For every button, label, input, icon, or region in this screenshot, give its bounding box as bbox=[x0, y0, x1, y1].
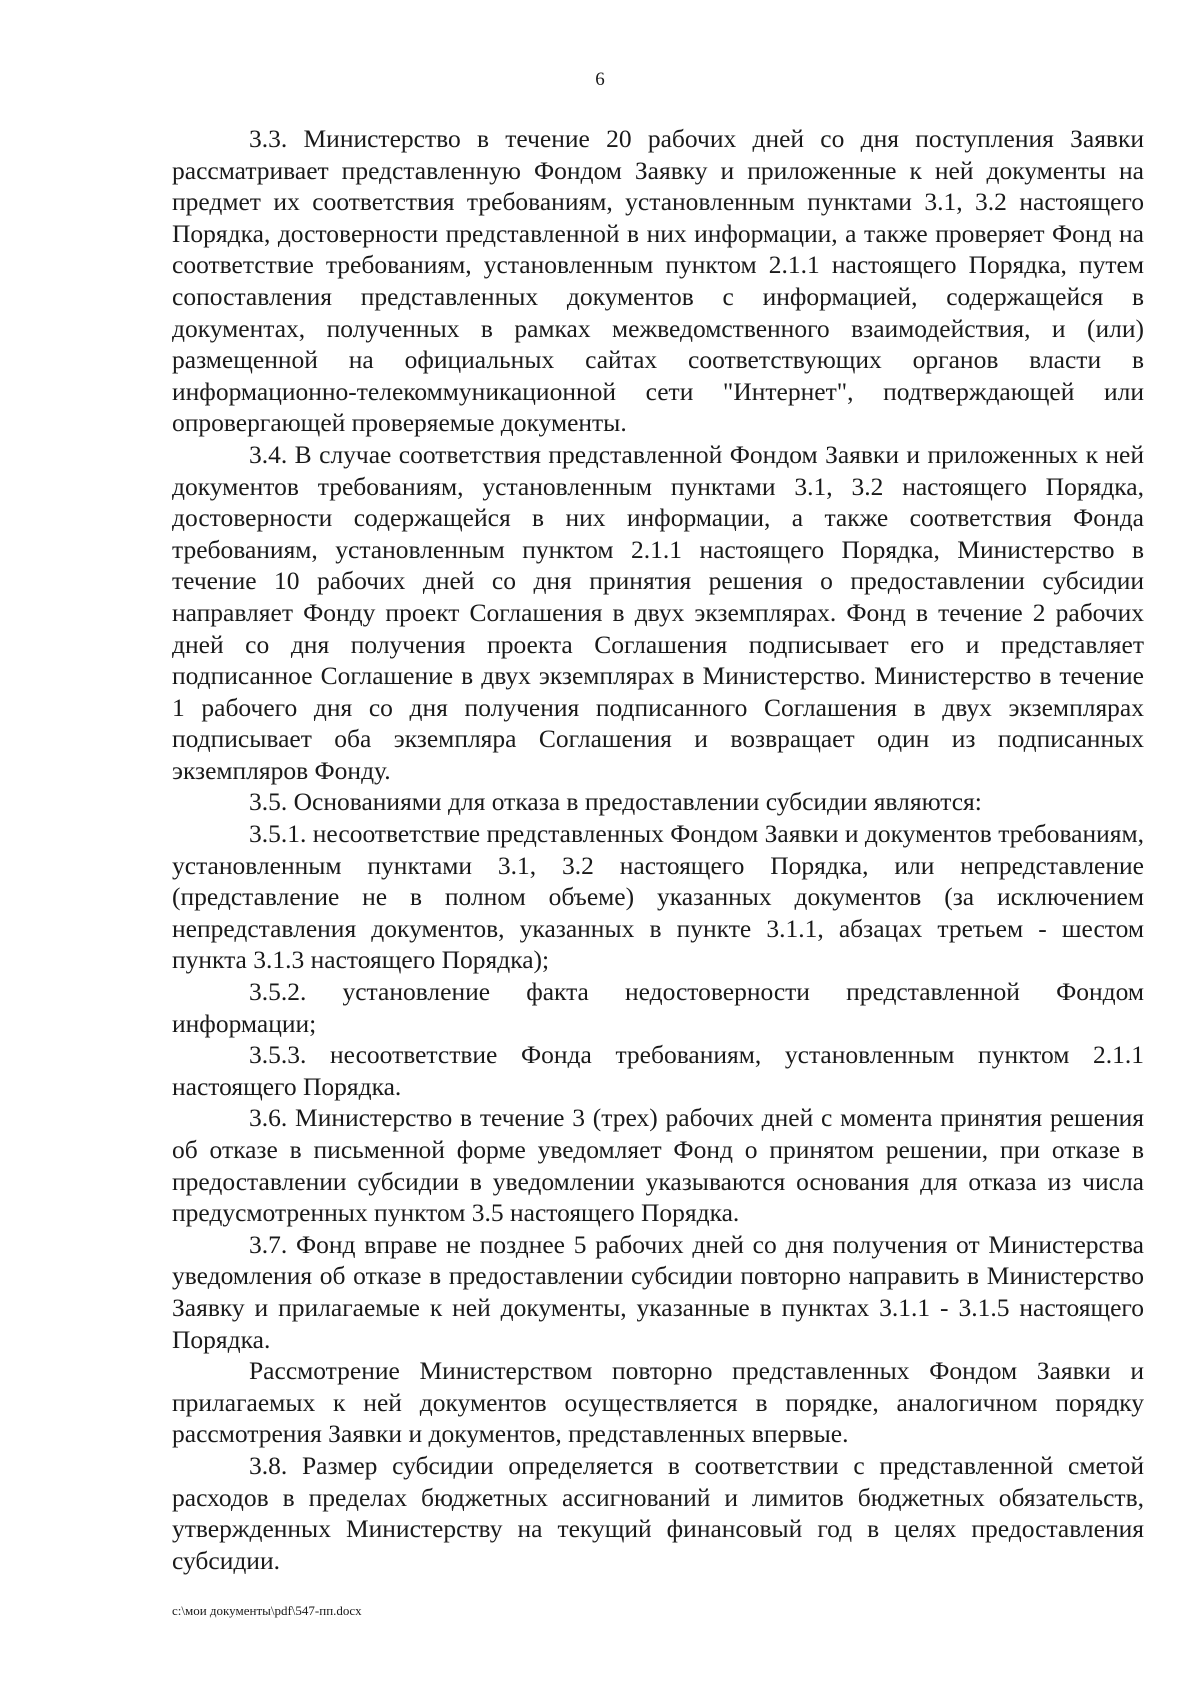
paragraph-3-3: 3.3. Министерство в течение 20 рабочих дней со дня поступления Заявки рассматривает представленную Фондом Заявку и приложенные к ней документы на предмет их соответствия требованиям, установленным пунктами 3.1, 3.2 настоящего Порядка, достоверности представленной в них информации, а также проверяет Фонд на соответствие требованиям, установленным пунктом 2.1.1 настоящего Порядка, путем сопоставления представленных документов с информацией, содержащейся в документах, полученных в рамках межведомственного взаимодействия, и (или) размещенной на официальных сайтах соответствующих органов власти в информационно-телекоммуникационной сети "Интернет", подтверждающей или опровергающей проверяемые документы. bbox=[172, 124, 1144, 438]
paragraph-3-5: 3.5. Основаниями для отказа в предоставлении субсидии являются: bbox=[249, 787, 982, 817]
paragraph-3-7: 3.7. Фонд вправе не позднее 5 рабочих дней со дня получения от Министерства уведомления об отказе в предоставлении субсидии повторно направить в Министерство Заявку и прилагаемые к ней документы, указанные в пунктах 3.1.1 - 3.1.5 настоящего Порядка. bbox=[172, 1229, 1144, 1354]
footer-file-path: c:\мои документы\pdf\547-пп.docx bbox=[172, 1603, 362, 1618]
paragraph-3-8: 3.8. Размер субсидии определяется в соответствии с представленной сметой расходов в пределах бюджетных ассигнований и лимитов бюджетных обязательств, утвержденных Министерству на текущий финансовый год в целях предоставления субсидии. bbox=[172, 1450, 1144, 1575]
paragraph-3-5-1: 3.5.1. несоответствие представленных Фондом Заявки и документов требованиям, установленным пунктами 3.1, 3.2 настоящего Порядка, или непредставление (представление не в полном объеме) указанных документов (за исключением непредставления документов, указанных в пункте 3.1.1, абзацах третьем - шестом пункта 3.1.3 настоящего Порядка); bbox=[172, 819, 1144, 975]
paragraph-3-6: 3.6. Министерство в течение 3 (трех) рабочих дней с момента принятия решения об отказе в письменной форме уведомляет Фонд о принятом решении, при отказе в предоставлении субсидии в уведомлении указываются основания для отказа из числа предусмотренных пунктом 3.5 настоящего Порядка. bbox=[172, 1103, 1144, 1228]
page-number: 6 bbox=[595, 69, 605, 90]
paragraph-3-4: 3.4. В случае соответствия представленной Фондом Заявки и приложенных к ней документов требованиям, установленным пунктами 3.1, 3.2 настоящего Порядка, достоверности содержащейся в них информации, а также соответствия Фонда требованиям, установленным пунктом 2.1.1 настоящего Порядка, Министерство в течение 10 рабочих дней со дня принятия решения о предоставлении субсидии направляет Фонду проект Соглашения в двух экземплярах. Фонд в течение 2 рабочих дней со дня получения проекта Соглашения подписывает его и представляет подписанное Соглашение в двух экземплярах в Министерство. Министерство в течение 1 рабочего дня со дня получения подписанного Соглашения в двух экземплярах подписывает оба экземпляра Соглашения и возвращает один из подписанных экземпляров Фонду. bbox=[172, 439, 1144, 785]
document-body bbox=[172, 123, 1144, 1576]
paragraph-3-7-repeat-review: Рассмотрение Министерством повторно представленных Фондом Заявки и прилагаемых к ней документов осуществляется в порядке, аналогичном порядку рассмотрения Заявки и документов, представленных впервые. bbox=[172, 1356, 1144, 1449]
paragraph-3-5-2: 3.5.2. установление факта недостоверности представленной Фондом информации; bbox=[172, 977, 1144, 1038]
paragraph-3-5-3: 3.5.3. несоответствие Фонда требованиям, установленным пунктом 2.1.1 настоящего Порядка. bbox=[172, 1040, 1144, 1101]
